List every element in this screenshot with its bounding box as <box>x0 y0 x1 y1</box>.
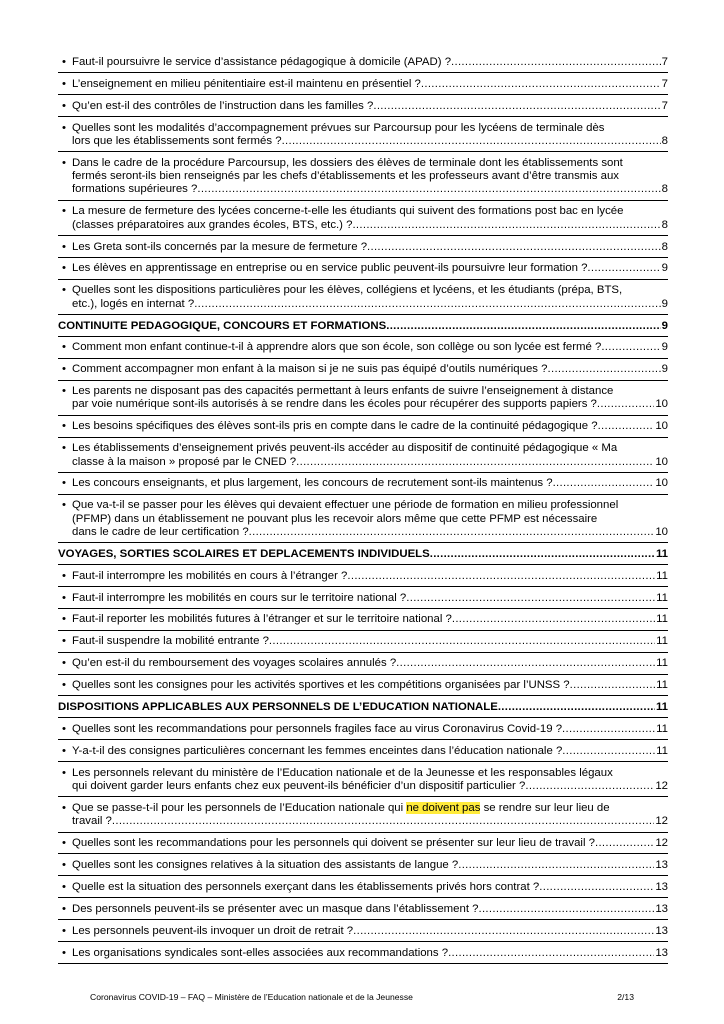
toc-entry-link[interactable] <box>58 363 668 376</box>
toc-entry-text: Quelles sont les modalités d’accompagnement prévues sur Parcoursup pour les lycéens de terminale dès <box>72 121 605 134</box>
dot-leader <box>598 420 655 433</box>
toc-entry-link[interactable] <box>58 477 668 490</box>
dot-leader <box>406 592 655 605</box>
separator-line <box>58 674 668 675</box>
toc-entry-text: Les établissements d’enseignement privés peuvent-ils accéder au dispositif de continuité pédagogique « Ma <box>72 442 618 455</box>
toc-page-number: 11 <box>656 657 668 670</box>
toc-entry-last-line <box>72 679 668 692</box>
toc-entry-last-line <box>72 815 668 828</box>
bullet-icon: • <box>62 924 66 937</box>
bullet-icon: • <box>62 657 66 670</box>
dot-leader <box>421 78 661 91</box>
toc-entry-text: (classes préparatoires aux grandes écoles, BTS, etc.) ? <box>72 218 353 231</box>
dot-leader <box>112 815 654 828</box>
dot-leader <box>451 56 661 69</box>
dot-leader <box>282 135 661 148</box>
toc-entry-last-line <box>72 613 668 626</box>
separator-line <box>58 897 668 898</box>
separator-line <box>58 257 668 258</box>
toc-page-number: 11 <box>656 591 668 604</box>
text-segment: se rendre sur leur lieu de <box>480 801 610 814</box>
toc-entry-last-line <box>72 477 668 490</box>
toc-entry-text: par voie numérique sont-ils autorisés à se rendre dans les écoles pour récupérer des supports papiers ? <box>72 398 597 411</box>
toc-entry-last-line <box>72 925 668 938</box>
dot-leader <box>458 859 654 872</box>
toc-entry-link[interactable] <box>58 903 668 916</box>
toc-entry-text: Quelles sont les dispositions particulières pour les élèves, collégiens et lycéens, et les étudiants (prépa, BTS, <box>72 284 623 297</box>
separator-line <box>58 941 668 942</box>
toc-entry-last-line <box>72 241 668 254</box>
toc-entry-text: VOYAGES, SORTIES SCOLAIRES ET DEPLACEMENTS INDIVIDUELS <box>58 547 430 560</box>
separator-line <box>58 564 668 565</box>
toc-entry-last-line <box>72 881 668 894</box>
dot-leader <box>347 570 655 583</box>
highlighted-text: ne doivent pas <box>406 801 481 814</box>
dot-leader <box>601 341 660 354</box>
bullet-icon: • <box>62 99 66 112</box>
dot-leader <box>498 701 655 714</box>
toc-entry-link[interactable] <box>58 613 668 626</box>
bullet-icon: • <box>62 635 66 648</box>
toc-entry-link[interactable] <box>58 592 668 605</box>
bullet-icon: • <box>62 801 66 814</box>
toc-page-number: 13 <box>655 946 668 959</box>
bullet-icon: • <box>62 121 66 134</box>
dot-leader <box>587 262 660 275</box>
bullet-icon: • <box>62 744 66 757</box>
toc-entry-last-line <box>58 548 668 561</box>
toc-entry-text: Comment accompagner mon enfant à la maison si je ne suis pas équipé d’outils numériques ? <box>72 363 548 376</box>
toc-page-number: 9 <box>661 363 668 376</box>
toc-entry-link[interactable] <box>58 925 668 938</box>
toc-page-number: 9 <box>661 319 668 332</box>
separator-line <box>58 796 668 797</box>
dot-leader <box>353 925 654 938</box>
toc-entry-last-line <box>72 56 668 69</box>
bullet-icon: • <box>62 902 66 915</box>
toc-page-number: 7 <box>661 99 668 112</box>
bullet-icon: • <box>62 341 66 354</box>
separator-line <box>58 717 668 718</box>
toc-entry-text: Les Greta sont-ils concernés par la mesure de fermeture ? <box>72 240 368 253</box>
toc-entry-text: dans le cadre de leur certification ? <box>72 525 249 538</box>
toc-entry-last-line <box>72 780 668 793</box>
dot-leader <box>525 780 654 793</box>
separator-line <box>58 919 668 920</box>
separator-line <box>58 608 668 609</box>
bullet-icon: • <box>62 363 66 376</box>
table-of-contents <box>58 56 668 968</box>
toc-entry-text: Faut-il interrompre les mobilités en cours à l’étranger ? <box>72 569 348 582</box>
dot-leader <box>367 241 661 254</box>
toc-section-link[interactable] <box>58 548 668 561</box>
dot-leader <box>373 100 660 113</box>
toc-entry-last-line <box>72 657 668 670</box>
separator-line <box>58 358 668 359</box>
toc-page-number: 12 <box>655 837 668 850</box>
toc-entry-text: Qu’en est-il des contrôles de l’instruction dans les familles ? <box>72 99 374 112</box>
separator-line <box>58 279 668 280</box>
toc-page-number: 10 <box>655 420 668 433</box>
toc-page-number: 13 <box>655 924 668 937</box>
toc-entry-link[interactable] <box>58 723 668 736</box>
toc-entry-last-line <box>72 947 668 960</box>
bullet-icon: • <box>62 385 66 398</box>
toc-section-link[interactable] <box>58 320 668 333</box>
toc-entry-link[interactable] <box>58 100 668 113</box>
bullet-icon: • <box>62 156 66 169</box>
separator-line <box>58 72 668 73</box>
toc-entry-last-line <box>58 701 668 714</box>
bullet-icon: • <box>62 766 66 779</box>
toc-page-number: 11 <box>655 547 668 560</box>
separator-line <box>58 314 668 315</box>
toc-section-link[interactable] <box>58 701 668 714</box>
toc-page-number: 12 <box>655 780 668 793</box>
bullet-icon: • <box>62 442 66 455</box>
toc-entry-last-line <box>72 363 668 376</box>
toc-entry-last-line <box>72 398 668 411</box>
toc-page-number: 8 <box>661 134 668 147</box>
toc-entry-link[interactable] <box>58 78 668 91</box>
page-number: 2/13 <box>617 992 634 1002</box>
dot-leader <box>396 657 655 670</box>
dot-leader <box>570 679 656 692</box>
toc-page-number: 8 <box>661 218 668 231</box>
toc-entry-text: travail ? <box>72 815 112 828</box>
bullet-icon: • <box>62 679 66 692</box>
toc-entry-link[interactable] <box>58 122 668 149</box>
dot-leader <box>539 881 654 894</box>
bullet-icon: • <box>62 499 66 512</box>
toc-page-number: 13 <box>655 902 668 915</box>
separator-line <box>58 586 668 587</box>
toc-entry-text: Faut-il poursuivre le service d’assistance pédagogique à domicile (APAD) ? <box>72 56 452 68</box>
dot-leader <box>386 320 660 333</box>
dot-leader <box>479 903 655 916</box>
toc-entry-last-line <box>72 723 668 736</box>
toc-entry-text: Les organisations syndicales sont-elles associées aux recommandations ? <box>72 946 449 959</box>
toc-entry-text: Faut-il reporter les mobilités futures à l’étranger et sur le territoire national ? <box>72 613 452 626</box>
dot-leader <box>562 723 655 736</box>
toc-page-number: 11 <box>656 635 668 648</box>
toc-entry-link[interactable] <box>58 420 668 433</box>
toc-page-number: 9 <box>661 341 668 354</box>
toc-entry-link[interactable] <box>58 284 668 311</box>
dot-leader <box>197 183 660 196</box>
dot-leader <box>553 477 655 490</box>
toc-entry-text: Les concours enseignants, et plus largement, les concours de recrutement sont-ils maintenus ? <box>72 477 553 490</box>
toc-entry-last-line <box>72 78 668 91</box>
separator-line <box>58 380 668 381</box>
toc-entry-text: Quelle est la situation des personnels exerçant dans les établissements privés hors contrat ? <box>72 880 540 893</box>
separator-line <box>58 761 668 762</box>
dot-leader <box>194 298 660 311</box>
separator-line <box>58 336 668 337</box>
toc-entry-link[interactable] <box>58 802 668 829</box>
toc-entry-last-line <box>72 837 668 850</box>
toc-entry-link[interactable] <box>58 570 668 583</box>
toc-page-number: 11 <box>655 701 668 714</box>
bullet-icon: • <box>62 722 66 735</box>
separator-line <box>58 542 668 543</box>
toc-entry-last-line <box>72 859 668 872</box>
toc-entry-text: Quelles sont les consignes pour les activités sportives et les compétitions organisées par l’UNSS ? <box>72 679 570 692</box>
toc-entry-text: Les parents ne disposant pas des capacités permettant à leurs enfants de suivre l’enseignement à distance <box>72 385 614 398</box>
toc-entry-last-line <box>72 100 668 113</box>
toc-entry-last-line <box>72 183 668 196</box>
bullet-icon: • <box>62 477 66 490</box>
toc-entry-text: Comment mon enfant continue-t-il à apprendre alors que son école, son collège ou son lycée est fermé ? <box>72 341 602 354</box>
separator-line <box>58 200 668 201</box>
toc-entry-text: DISPOSITIONS APPLICABLES AUX PERSONNELS DE L’EDUCATION NATIONALE <box>58 701 498 714</box>
toc-page-number: 11 <box>656 569 668 582</box>
separator-line <box>58 853 668 854</box>
toc-entry-link[interactable] <box>58 679 668 692</box>
toc-entry-text: Faut-il suspendre la mobilité entrante ? <box>72 635 269 648</box>
toc-page-number: 10 <box>655 455 668 468</box>
bullet-icon: • <box>62 240 66 253</box>
toc-entry-link[interactable] <box>58 157 668 197</box>
toc-entry-link[interactable] <box>58 341 668 354</box>
toc-entry-link[interactable] <box>58 837 668 850</box>
toc-entry-link[interactable] <box>58 499 668 539</box>
separator-line <box>58 437 668 438</box>
toc-entry-last-line <box>72 592 668 605</box>
separator-line <box>58 832 668 833</box>
separator-line <box>58 494 668 495</box>
toc-entry-text: Les élèves en apprentissage en entreprise ou en service public peuvent-ils poursuivre leur formation ? <box>72 262 588 275</box>
toc-page-number: 11 <box>656 744 668 757</box>
toc-entry-text: Y-a-t-il des consignes particulières concernant les femmes enceintes dans l’éducation nationale ? <box>72 744 563 757</box>
toc-page-number: 10 <box>655 477 668 490</box>
toc-entry-last-line <box>72 341 668 354</box>
toc-entry-link[interactable] <box>58 881 668 894</box>
toc-entry-link[interactable] <box>58 262 668 275</box>
toc-entry-link[interactable] <box>58 205 668 232</box>
separator-line <box>58 116 668 117</box>
bullet-icon: • <box>62 613 66 626</box>
footer-title: Coronavirus COVID-19 – FAQ – Ministère de l’Education nationale et de la Jeunesse <box>90 992 413 1002</box>
toc-entry-text: Faut-il interrompre les mobilités en cours sur le territoire national ? <box>72 591 407 604</box>
toc-page-number: 13 <box>655 858 668 871</box>
toc-entry-last-line <box>72 745 668 758</box>
bullet-icon: • <box>62 284 66 297</box>
toc-entry-last-line <box>72 135 668 148</box>
toc-entry-link[interactable] <box>58 767 668 794</box>
toc-entry-text <box>72 802 668 815</box>
toc-entry-text: formations supérieures ? <box>72 183 198 196</box>
separator-line <box>58 94 668 95</box>
toc-entry-text: (PFMP) dans un établissement ne pouvant plus les recevoir alors même que cette PFMP est nécessaire <box>72 512 598 525</box>
toc-entry-link[interactable] <box>58 241 668 254</box>
toc-entry-text: Dans le cadre de la procédure Parcoursup, les dossiers des élèves de terminale dont les établissements sont <box>72 156 623 169</box>
separator-line <box>58 415 668 416</box>
dot-leader <box>562 745 655 758</box>
bullet-icon: • <box>62 262 66 275</box>
toc-page-number: 7 <box>661 77 668 90</box>
toc-page-number: 10 <box>655 398 668 411</box>
separator-line <box>58 739 668 740</box>
toc-page-number: 11 <box>656 613 668 626</box>
separator-line <box>58 963 668 964</box>
dot-leader <box>597 398 654 411</box>
toc-entry-link[interactable] <box>58 442 668 469</box>
toc-entry-text: CONTINUITE PEDAGOGIQUE, CONCOURS ET FORMATIONS <box>58 319 387 332</box>
toc-entry-text: Les personnels relevant du ministère de l’Education nationale et de la Jeunesse et les responsables légaux <box>72 766 613 779</box>
toc-page-number: 8 <box>661 240 668 253</box>
toc-entry-text: Quelles sont les consignes relatives à la situation des assistants de langue ? <box>72 858 459 871</box>
toc-entry-text: classe à la maison » proposé par le CNED ? <box>72 455 297 468</box>
toc-page-number: 9 <box>661 262 668 275</box>
dot-leader <box>249 526 655 539</box>
toc-page-number: 12 <box>655 815 668 828</box>
separator-line <box>58 151 668 152</box>
toc-page-number: 7 <box>661 56 668 68</box>
toc-entry-text: Quelles sont les recommandations pour personnels fragiles face au virus Coronavirus Covid-19 ? <box>72 722 563 735</box>
toc-entry-link[interactable] <box>58 947 668 960</box>
toc-entry-last-line <box>58 320 668 333</box>
toc-entry-link[interactable] <box>58 859 668 872</box>
toc-page-number: 9 <box>661 297 668 310</box>
toc-entry-link[interactable] <box>58 385 668 412</box>
dot-leader <box>352 219 660 232</box>
bullet-icon: • <box>62 591 66 604</box>
bullet-icon: • <box>62 420 66 433</box>
toc-entry-text: qui doivent garder leurs enfants chez eux peuvent-ils bénéficier d’un dispositif particulier ? <box>72 780 526 793</box>
dot-leader <box>452 613 655 626</box>
dot-leader <box>548 363 661 376</box>
toc-page-number: 10 <box>655 525 668 538</box>
toc-entry-text: L’enseignement en milieu pénitentiaire est-il maintenu en présentiel ? <box>72 77 421 90</box>
toc-entry-text: Quelles sont les recommandations pour les personnels qui doivent se présenter sur leur lieu de travail ? <box>72 837 595 850</box>
separator-line <box>58 652 668 653</box>
bullet-icon: • <box>62 569 66 582</box>
bullet-icon: • <box>62 880 66 893</box>
toc-entry-link[interactable] <box>58 745 668 758</box>
bullet-icon: • <box>62 858 66 871</box>
dot-leader <box>448 947 654 960</box>
toc-entry-text: Des personnels peuvent-ils se présenter avec un masque dans l’établissement ? <box>72 902 479 915</box>
toc-entry-last-line <box>72 903 668 916</box>
bullet-icon: • <box>62 837 66 850</box>
toc-entry-text: Qu’en est-il du remboursement des voyages scolaires annulés ? <box>72 657 397 670</box>
toc-entry-text: lors que les établissements sont fermés ? <box>72 134 282 147</box>
toc-entry-text: Les personnels peuvent-ils invoquer un droit de retrait ? <box>72 924 354 937</box>
toc-entry-last-line <box>72 219 668 232</box>
toc-entry-link[interactable] <box>58 635 668 648</box>
toc-entry-last-line <box>72 456 668 469</box>
bullet-icon: • <box>62 946 66 959</box>
separator-line <box>58 875 668 876</box>
toc-entry-link[interactable] <box>58 657 668 670</box>
toc-entry-text: Que va-t-il se passer pour les élèves qui devaient effectuer une période de formation en milieu professionnel <box>72 499 619 512</box>
separator-line <box>58 630 668 631</box>
bullet-icon: • <box>62 56 66 68</box>
toc-entry-last-line <box>72 526 668 539</box>
dot-leader <box>595 837 654 850</box>
toc-page-number: 11 <box>656 722 668 735</box>
dot-leader <box>296 456 654 469</box>
text-segment: Que se passe-t-il pour les personnels de l’Education nationale qui <box>72 801 407 814</box>
toc-page-number: 8 <box>661 183 668 196</box>
toc-entry-last-line <box>72 298 668 311</box>
toc-page-number: 13 <box>655 880 668 893</box>
bullet-icon: • <box>62 77 66 90</box>
dot-leader <box>269 635 655 648</box>
dot-leader <box>430 548 655 561</box>
separator-line <box>58 695 668 696</box>
toc-entry-text: La mesure de fermeture des lycées concerne-t-elle les étudiants qui suivent des formations post bac en lycée <box>72 205 624 218</box>
toc-entry-link[interactable] <box>58 56 668 69</box>
bullet-icon: • <box>62 205 66 218</box>
toc-entry-last-line <box>72 262 668 275</box>
toc-entry-text: etc.), logés en internat ? <box>72 297 195 310</box>
toc-entry-last-line <box>72 570 668 583</box>
toc-entry-last-line <box>72 635 668 648</box>
toc-entry-last-line <box>72 420 668 433</box>
page-footer <box>90 992 634 1002</box>
toc-entry-text: fermés seront-ils bien renseignés par les chefs d’établissements et les professeurs avant d’être transmis aux <box>72 170 620 183</box>
separator-line <box>58 472 668 473</box>
separator-line <box>58 235 668 236</box>
toc-page-number: 11 <box>656 679 668 692</box>
toc-entry-text: Les besoins spécifiques des élèves sont-ils pris en compte dans le cadre de la continuité pédagogique ? <box>72 420 598 433</box>
